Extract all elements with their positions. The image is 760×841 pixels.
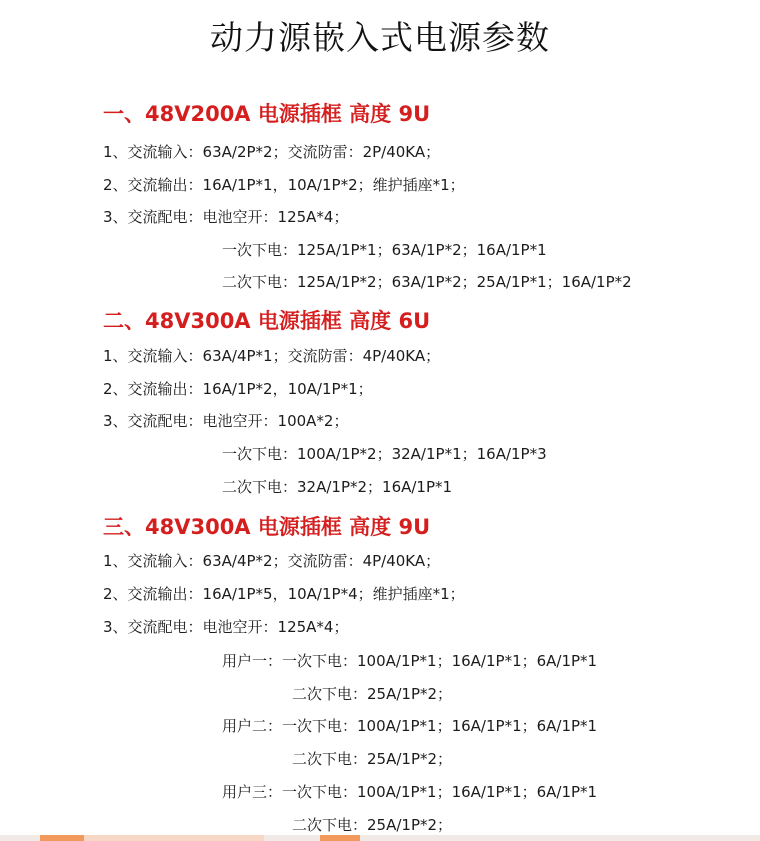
spec-line: 2、交流输出：16A/1P*2，10A/1P*1； [103, 380, 373, 398]
strip-block [84, 835, 264, 841]
section-heading-2: 二、48V300A 电源插框 高度 6U [103, 309, 431, 333]
spec-line: 一次下电：100A/1P*2；32A/1P*1；16A/1P*3 [222, 445, 547, 463]
page-title: 动力源嵌入式电源参数 [210, 18, 550, 57]
spec-line: 二次下电：25A/1P*2； [292, 685, 453, 703]
spec-line: 二次下电：25A/1P*2； [292, 750, 453, 768]
spec-line: 1、交流输入：63A/2P*2；交流防雷：2P/40KA； [103, 143, 441, 161]
spec-line: 二次下电：125A/1P*2；63A/1P*2；25A/1P*1；16A/1P*2 [222, 273, 632, 291]
spec-line: 2、交流输出：16A/1P*1，10A/1P*2；维护插座*1； [103, 176, 465, 194]
section-heading-3: 三、48V300A 电源插框 高度 9U [103, 515, 431, 539]
strip-block [320, 835, 360, 841]
spec-line: 二次下电：25A/1P*2； [292, 816, 453, 834]
spec-line: 1、交流输入：63A/4P*2；交流防雷：4P/40KA； [103, 552, 441, 570]
spec-line: 用户一：一次下电：100A/1P*1；16A/1P*1；6A/1P*1 [222, 652, 598, 670]
spec-line: 3、交流配电：电池空开：125A*4； [103, 208, 349, 226]
spec-line: 1、交流输入：63A/4P*1；交流防雷：4P/40KA； [103, 347, 441, 365]
spec-line: 2、交流输出：16A/1P*5，10A/1P*4；维护插座*1； [103, 585, 465, 603]
spec-line: 用户二：一次下电：100A/1P*1；16A/1P*1；6A/1P*1 [222, 717, 598, 735]
spec-line: 一次下电：125A/1P*1；63A/1P*2；16A/1P*1 [222, 241, 547, 259]
strip-block [40, 835, 84, 841]
spec-line: 3、交流配电：电池空开：125A*4； [103, 618, 349, 636]
spec-line: 用户三：一次下电：100A/1P*1；16A/1P*1；6A/1P*1 [222, 783, 598, 801]
section-heading-1: 一、48V200A 电源插框 高度 9U [103, 102, 431, 126]
spec-line: 3、交流配电：电池空开：100A*2； [103, 412, 349, 430]
spec-line: 二次下电：32A/1P*2；16A/1P*1 [222, 478, 453, 496]
